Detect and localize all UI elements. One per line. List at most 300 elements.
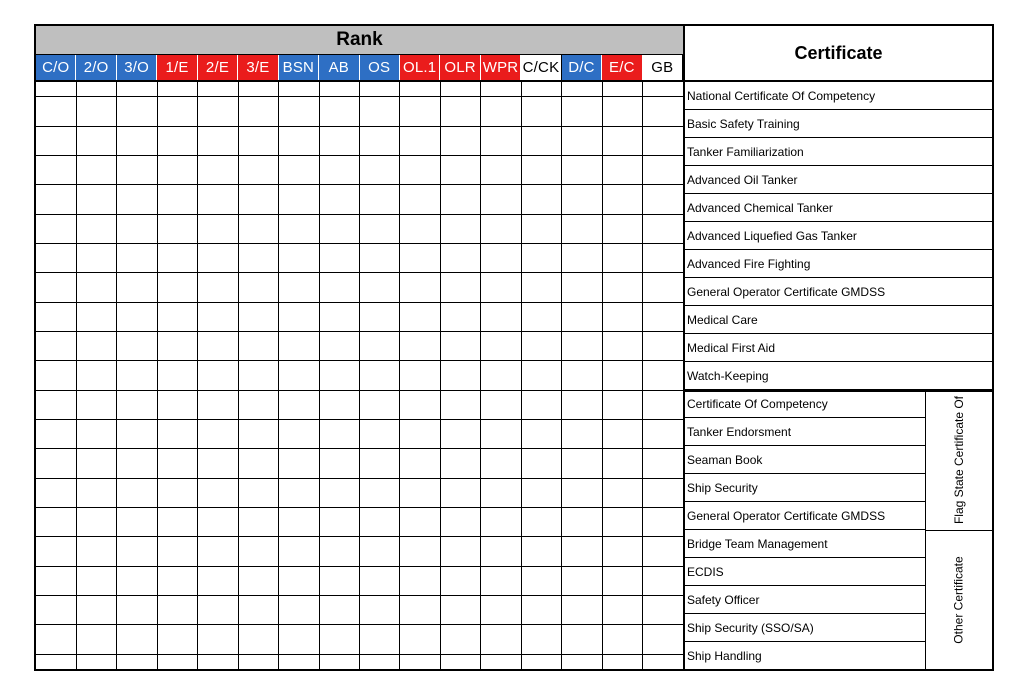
- checkbox-cell[interactable]: [562, 390, 602, 419]
- checkbox-cell[interactable]: [117, 97, 157, 126]
- checkbox-cell[interactable]: [117, 126, 157, 155]
- checkbox-cell[interactable]: [602, 331, 642, 360]
- checkbox-cell[interactable]: [643, 97, 683, 126]
- checkbox-cell[interactable]: [117, 478, 157, 507]
- checkbox-cell[interactable]: [279, 302, 319, 331]
- checkbox-cell[interactable]: [76, 361, 116, 390]
- checkbox-cell[interactable]: [238, 478, 278, 507]
- checkbox-cell[interactable]: [279, 654, 319, 669]
- checkbox-cell[interactable]: [76, 449, 116, 478]
- checkbox-cell[interactable]: [400, 419, 440, 448]
- checkbox-cell[interactable]: [602, 243, 642, 272]
- checkbox-cell[interactable]: [643, 331, 683, 360]
- checkbox-cell[interactable]: [36, 596, 76, 625]
- checkbox-cell[interactable]: [36, 449, 76, 478]
- checkbox-cell[interactable]: [157, 419, 197, 448]
- checkbox-cell[interactable]: [602, 185, 642, 214]
- checkbox-cell[interactable]: [319, 537, 359, 566]
- checkbox-cell[interactable]: [481, 625, 521, 654]
- checkbox-cell[interactable]: [76, 302, 116, 331]
- checkbox-cell[interactable]: [279, 566, 319, 595]
- checkbox-cell[interactable]: [481, 243, 521, 272]
- checkbox-cell[interactable]: [643, 214, 683, 243]
- checkbox-cell[interactable]: [157, 537, 197, 566]
- checkbox-cell[interactable]: [117, 155, 157, 184]
- checkbox-cell[interactable]: [157, 185, 197, 214]
- checkbox-cell[interactable]: [36, 185, 76, 214]
- checkbox-cell[interactable]: [643, 654, 683, 669]
- checkbox-cell[interactable]: [400, 302, 440, 331]
- checkbox-cell[interactable]: [602, 361, 642, 390]
- checkbox-cell[interactable]: [602, 478, 642, 507]
- checkbox-cell[interactable]: [319, 566, 359, 595]
- checkbox-cell[interactable]: [36, 537, 76, 566]
- checkbox-cell[interactable]: [360, 390, 400, 419]
- checkbox-cell[interactable]: [602, 625, 642, 654]
- checkbox-cell[interactable]: [562, 243, 602, 272]
- checkbox-cell[interactable]: [360, 302, 400, 331]
- checkbox-cell[interactable]: [198, 361, 238, 390]
- checkbox-cell[interactable]: [279, 97, 319, 126]
- checkbox-cell[interactable]: [562, 302, 602, 331]
- checkbox-cell[interactable]: [521, 419, 561, 448]
- checkbox-cell[interactable]: [360, 185, 400, 214]
- checkbox-cell[interactable]: [319, 419, 359, 448]
- checkbox-cell[interactable]: [157, 654, 197, 669]
- checkbox-cell[interactable]: [521, 390, 561, 419]
- checkbox-cell[interactable]: [400, 185, 440, 214]
- checkbox-cell[interactable]: [400, 390, 440, 419]
- checkbox-cell[interactable]: [400, 331, 440, 360]
- checkbox-cell[interactable]: [319, 273, 359, 302]
- checkbox-cell[interactable]: [521, 331, 561, 360]
- checkbox-cell[interactable]: [117, 390, 157, 419]
- checkbox-cell[interactable]: [440, 331, 480, 360]
- checkbox-cell[interactable]: [76, 537, 116, 566]
- checkbox-cell[interactable]: [643, 273, 683, 302]
- checkbox-cell[interactable]: [36, 507, 76, 536]
- checkbox-cell[interactable]: [117, 596, 157, 625]
- checkbox-cell[interactable]: [400, 507, 440, 536]
- checkbox-cell[interactable]: [36, 654, 76, 669]
- checkbox-cell[interactable]: [481, 331, 521, 360]
- checkbox-cell[interactable]: [562, 478, 602, 507]
- checkbox-cell[interactable]: [117, 302, 157, 331]
- checkbox-cell[interactable]: [198, 390, 238, 419]
- checkbox-cell[interactable]: [76, 419, 116, 448]
- checkbox-cell[interactable]: [36, 273, 76, 302]
- checkbox-cell[interactable]: [481, 126, 521, 155]
- checkbox-cell[interactable]: [440, 419, 480, 448]
- checkbox-cell[interactable]: [157, 331, 197, 360]
- checkbox-cell[interactable]: [76, 97, 116, 126]
- checkbox-cell[interactable]: [521, 273, 561, 302]
- checkbox-cell[interactable]: [76, 566, 116, 595]
- checkbox-cell[interactable]: [319, 126, 359, 155]
- checkbox-cell[interactable]: [279, 478, 319, 507]
- checkbox-cell[interactable]: [279, 449, 319, 478]
- checkbox-cell[interactable]: [440, 478, 480, 507]
- checkbox-cell[interactable]: [157, 566, 197, 595]
- checkbox-cell[interactable]: [440, 155, 480, 184]
- checkbox-cell[interactable]: [157, 82, 197, 97]
- checkbox-cell[interactable]: [643, 243, 683, 272]
- checkbox-cell[interactable]: [440, 126, 480, 155]
- checkbox-cell[interactable]: [602, 654, 642, 669]
- checkbox-cell[interactable]: [238, 449, 278, 478]
- checkbox-cell[interactable]: [360, 214, 400, 243]
- checkbox-cell[interactable]: [238, 566, 278, 595]
- checkbox-cell[interactable]: [643, 390, 683, 419]
- checkbox-cell[interactable]: [521, 302, 561, 331]
- checkbox-cell[interactable]: [76, 625, 116, 654]
- checkbox-cell[interactable]: [562, 273, 602, 302]
- checkbox-cell[interactable]: [481, 478, 521, 507]
- checkbox-cell[interactable]: [319, 625, 359, 654]
- checkbox-cell[interactable]: [238, 331, 278, 360]
- checkbox-cell[interactable]: [36, 126, 76, 155]
- checkbox-cell[interactable]: [602, 596, 642, 625]
- checkbox-cell[interactable]: [360, 273, 400, 302]
- checkbox-cell[interactable]: [238, 82, 278, 97]
- checkbox-cell[interactable]: [400, 155, 440, 184]
- checkbox-cell[interactable]: [36, 214, 76, 243]
- checkbox-cell[interactable]: [319, 331, 359, 360]
- checkbox-cell[interactable]: [117, 449, 157, 478]
- checkbox-cell[interactable]: [562, 97, 602, 126]
- checkbox-cell[interactable]: [157, 478, 197, 507]
- checkbox-cell[interactable]: [198, 82, 238, 97]
- checkbox-cell[interactable]: [36, 97, 76, 126]
- checkbox-cell[interactable]: [400, 654, 440, 669]
- checkbox-cell[interactable]: [157, 126, 197, 155]
- checkbox-cell[interactable]: [481, 97, 521, 126]
- checkbox-cell[interactable]: [157, 214, 197, 243]
- checkbox-cell[interactable]: [360, 126, 400, 155]
- checkbox-cell[interactable]: [279, 625, 319, 654]
- checkbox-cell[interactable]: [360, 449, 400, 478]
- checkbox-cell[interactable]: [400, 97, 440, 126]
- checkbox-cell[interactable]: [481, 273, 521, 302]
- checkbox-cell[interactable]: [157, 155, 197, 184]
- checkbox-cell[interactable]: [279, 82, 319, 97]
- checkbox-cell[interactable]: [643, 126, 683, 155]
- checkbox-cell[interactable]: [481, 214, 521, 243]
- checkbox-cell[interactable]: [76, 214, 116, 243]
- checkbox-cell[interactable]: [117, 361, 157, 390]
- checkbox-cell[interactable]: [400, 566, 440, 595]
- checkbox-cell[interactable]: [319, 155, 359, 184]
- checkbox-cell[interactable]: [602, 390, 642, 419]
- checkbox-cell[interactable]: [440, 97, 480, 126]
- checkbox-cell[interactable]: [643, 185, 683, 214]
- checkbox-cell[interactable]: [76, 185, 116, 214]
- checkbox-cell[interactable]: [36, 155, 76, 184]
- checkbox-cell[interactable]: [117, 331, 157, 360]
- checkbox-cell[interactable]: [360, 361, 400, 390]
- checkbox-cell[interactable]: [440, 390, 480, 419]
- checkbox-cell[interactable]: [117, 654, 157, 669]
- checkbox-cell[interactable]: [198, 449, 238, 478]
- checkbox-cell[interactable]: [360, 478, 400, 507]
- checkbox-cell[interactable]: [157, 449, 197, 478]
- checkbox-cell[interactable]: [319, 449, 359, 478]
- checkbox-cell[interactable]: [440, 507, 480, 536]
- checkbox-cell[interactable]: [36, 390, 76, 419]
- checkbox-cell[interactable]: [440, 566, 480, 595]
- checkbox-cell[interactable]: [360, 155, 400, 184]
- checkbox-cell[interactable]: [521, 185, 561, 214]
- checkbox-cell[interactable]: [198, 97, 238, 126]
- checkbox-cell[interactable]: [521, 537, 561, 566]
- checkbox-cell[interactable]: [643, 537, 683, 566]
- checkbox-cell[interactable]: [198, 185, 238, 214]
- checkbox-cell[interactable]: [481, 566, 521, 595]
- checkbox-cell[interactable]: [643, 566, 683, 595]
- checkbox-cell[interactable]: [279, 419, 319, 448]
- checkbox-cell[interactable]: [36, 82, 76, 97]
- checkbox-cell[interactable]: [400, 537, 440, 566]
- checkbox-cell[interactable]: [400, 214, 440, 243]
- checkbox-cell[interactable]: [319, 507, 359, 536]
- checkbox-cell[interactable]: [360, 82, 400, 97]
- checkbox-cell[interactable]: [562, 596, 602, 625]
- checkbox-cell[interactable]: [521, 625, 561, 654]
- checkbox-cell[interactable]: [521, 243, 561, 272]
- checkbox-cell[interactable]: [238, 596, 278, 625]
- checkbox-cell[interactable]: [279, 596, 319, 625]
- checkbox-cell[interactable]: [319, 390, 359, 419]
- checkbox-cell[interactable]: [602, 566, 642, 595]
- checkbox-cell[interactable]: [602, 97, 642, 126]
- checkbox-cell[interactable]: [360, 654, 400, 669]
- checkbox-cell[interactable]: [400, 361, 440, 390]
- checkbox-cell[interactable]: [319, 97, 359, 126]
- checkbox-cell[interactable]: [521, 361, 561, 390]
- checkbox-cell[interactable]: [76, 390, 116, 419]
- checkbox-cell[interactable]: [76, 126, 116, 155]
- checkbox-cell[interactable]: [279, 361, 319, 390]
- checkbox-cell[interactable]: [481, 537, 521, 566]
- checkbox-cell[interactable]: [643, 625, 683, 654]
- checkbox-cell[interactable]: [117, 185, 157, 214]
- checkbox-cell[interactable]: [76, 331, 116, 360]
- checkbox-cell[interactable]: [198, 243, 238, 272]
- checkbox-cell[interactable]: [440, 361, 480, 390]
- checkbox-cell[interactable]: [643, 596, 683, 625]
- checkbox-cell[interactable]: [76, 507, 116, 536]
- checkbox-cell[interactable]: [602, 302, 642, 331]
- checkbox-cell[interactable]: [360, 596, 400, 625]
- checkbox-cell[interactable]: [562, 507, 602, 536]
- checkbox-cell[interactable]: [157, 302, 197, 331]
- checkbox-cell[interactable]: [238, 243, 278, 272]
- checkbox-cell[interactable]: [198, 331, 238, 360]
- checkbox-cell[interactable]: [440, 449, 480, 478]
- checkbox-cell[interactable]: [521, 654, 561, 669]
- checkbox-cell[interactable]: [198, 537, 238, 566]
- checkbox-cell[interactable]: [238, 537, 278, 566]
- checkbox-cell[interactable]: [157, 625, 197, 654]
- checkbox-cell[interactable]: [521, 82, 561, 97]
- checkbox-cell[interactable]: [481, 507, 521, 536]
- checkbox-cell[interactable]: [400, 273, 440, 302]
- checkbox-cell[interactable]: [117, 625, 157, 654]
- checkbox-cell[interactable]: [36, 419, 76, 448]
- checkbox-cell[interactable]: [198, 478, 238, 507]
- checkbox-cell[interactable]: [279, 273, 319, 302]
- checkbox-cell[interactable]: [562, 214, 602, 243]
- checkbox-cell[interactable]: [198, 273, 238, 302]
- checkbox-cell[interactable]: [400, 478, 440, 507]
- checkbox-cell[interactable]: [319, 302, 359, 331]
- checkbox-cell[interactable]: [400, 126, 440, 155]
- checkbox-cell[interactable]: [238, 654, 278, 669]
- checkbox-cell[interactable]: [117, 243, 157, 272]
- checkbox-cell[interactable]: [76, 273, 116, 302]
- checkbox-cell[interactable]: [440, 273, 480, 302]
- checkbox-cell[interactable]: [643, 419, 683, 448]
- checkbox-cell[interactable]: [562, 537, 602, 566]
- checkbox-cell[interactable]: [360, 97, 400, 126]
- checkbox-cell[interactable]: [238, 126, 278, 155]
- checkbox-cell[interactable]: [400, 625, 440, 654]
- checkbox-cell[interactable]: [279, 155, 319, 184]
- checkbox-cell[interactable]: [76, 478, 116, 507]
- checkbox-cell[interactable]: [198, 126, 238, 155]
- checkbox-cell[interactable]: [400, 596, 440, 625]
- checkbox-cell[interactable]: [440, 654, 480, 669]
- checkbox-cell[interactable]: [521, 155, 561, 184]
- checkbox-cell[interactable]: [360, 243, 400, 272]
- checkbox-cell[interactable]: [440, 596, 480, 625]
- checkbox-cell[interactable]: [157, 390, 197, 419]
- checkbox-cell[interactable]: [157, 361, 197, 390]
- checkbox-cell[interactable]: [562, 331, 602, 360]
- checkbox-cell[interactable]: [440, 214, 480, 243]
- checkbox-cell[interactable]: [562, 654, 602, 669]
- checkbox-cell[interactable]: [602, 126, 642, 155]
- checkbox-cell[interactable]: [76, 596, 116, 625]
- checkbox-cell[interactable]: [562, 155, 602, 184]
- checkbox-cell[interactable]: [521, 126, 561, 155]
- checkbox-cell[interactable]: [360, 331, 400, 360]
- checkbox-cell[interactable]: [602, 155, 642, 184]
- checkbox-cell[interactable]: [602, 419, 642, 448]
- checkbox-cell[interactable]: [117, 82, 157, 97]
- checkbox-cell[interactable]: [157, 596, 197, 625]
- checkbox-cell[interactable]: [602, 507, 642, 536]
- checkbox-cell[interactable]: [521, 566, 561, 595]
- checkbox-cell[interactable]: [36, 302, 76, 331]
- checkbox-cell[interactable]: [400, 449, 440, 478]
- checkbox-cell[interactable]: [602, 82, 642, 97]
- checkbox-cell[interactable]: [319, 361, 359, 390]
- checkbox-cell[interactable]: [440, 537, 480, 566]
- checkbox-cell[interactable]: [198, 566, 238, 595]
- checkbox-cell[interactable]: [279, 390, 319, 419]
- checkbox-cell[interactable]: [36, 243, 76, 272]
- checkbox-cell[interactable]: [440, 625, 480, 654]
- checkbox-cell[interactable]: [238, 185, 278, 214]
- checkbox-cell[interactable]: [521, 507, 561, 536]
- checkbox-cell[interactable]: [440, 185, 480, 214]
- checkbox-cell[interactable]: [198, 507, 238, 536]
- checkbox-cell[interactable]: [198, 654, 238, 669]
- checkbox-cell[interactable]: [198, 596, 238, 625]
- checkbox-cell[interactable]: [319, 596, 359, 625]
- checkbox-cell[interactable]: [117, 273, 157, 302]
- checkbox-cell[interactable]: [481, 596, 521, 625]
- checkbox-cell[interactable]: [643, 82, 683, 97]
- checkbox-cell[interactable]: [157, 507, 197, 536]
- checkbox-cell[interactable]: [198, 214, 238, 243]
- checkbox-cell[interactable]: [562, 185, 602, 214]
- checkbox-cell[interactable]: [36, 331, 76, 360]
- checkbox-cell[interactable]: [602, 537, 642, 566]
- checkbox-cell[interactable]: [562, 625, 602, 654]
- checkbox-cell[interactable]: [36, 478, 76, 507]
- checkbox-cell[interactable]: [481, 361, 521, 390]
- checkbox-cell[interactable]: [562, 126, 602, 155]
- checkbox-cell[interactable]: [238, 625, 278, 654]
- checkbox-cell[interactable]: [643, 507, 683, 536]
- checkbox-cell[interactable]: [481, 82, 521, 97]
- checkbox-cell[interactable]: [481, 155, 521, 184]
- checkbox-cell[interactable]: [157, 273, 197, 302]
- checkbox-cell[interactable]: [117, 537, 157, 566]
- checkbox-cell[interactable]: [279, 185, 319, 214]
- checkbox-cell[interactable]: [238, 419, 278, 448]
- checkbox-cell[interactable]: [602, 273, 642, 302]
- checkbox-cell[interactable]: [279, 537, 319, 566]
- checkbox-cell[interactable]: [76, 243, 116, 272]
- checkbox-cell[interactable]: [198, 625, 238, 654]
- checkbox-cell[interactable]: [319, 654, 359, 669]
- checkbox-cell[interactable]: [360, 566, 400, 595]
- checkbox-cell[interactable]: [400, 243, 440, 272]
- checkbox-cell[interactable]: [562, 419, 602, 448]
- checkbox-cell[interactable]: [279, 243, 319, 272]
- checkbox-cell[interactable]: [481, 419, 521, 448]
- checkbox-cell[interactable]: [521, 478, 561, 507]
- checkbox-cell[interactable]: [319, 82, 359, 97]
- checkbox-cell[interactable]: [481, 185, 521, 214]
- checkbox-cell[interactable]: [279, 214, 319, 243]
- checkbox-cell[interactable]: [562, 566, 602, 595]
- checkbox-cell[interactable]: [117, 419, 157, 448]
- checkbox-cell[interactable]: [238, 390, 278, 419]
- checkbox-cell[interactable]: [76, 155, 116, 184]
- checkbox-cell[interactable]: [562, 361, 602, 390]
- checkbox-cell[interactable]: [643, 155, 683, 184]
- checkbox-cell[interactable]: [319, 214, 359, 243]
- checkbox-cell[interactable]: [360, 625, 400, 654]
- checkbox-cell[interactable]: [319, 185, 359, 214]
- checkbox-cell[interactable]: [198, 155, 238, 184]
- checkbox-cell[interactable]: [238, 155, 278, 184]
- checkbox-cell[interactable]: [440, 302, 480, 331]
- checkbox-cell[interactable]: [157, 97, 197, 126]
- checkbox-cell[interactable]: [440, 82, 480, 97]
- checkbox-cell[interactable]: [602, 449, 642, 478]
- checkbox-cell[interactable]: [238, 361, 278, 390]
- checkbox-cell[interactable]: [481, 390, 521, 419]
- checkbox-cell[interactable]: [643, 302, 683, 331]
- checkbox-cell[interactable]: [643, 449, 683, 478]
- checkbox-cell[interactable]: [198, 302, 238, 331]
- checkbox-cell[interactable]: [117, 214, 157, 243]
